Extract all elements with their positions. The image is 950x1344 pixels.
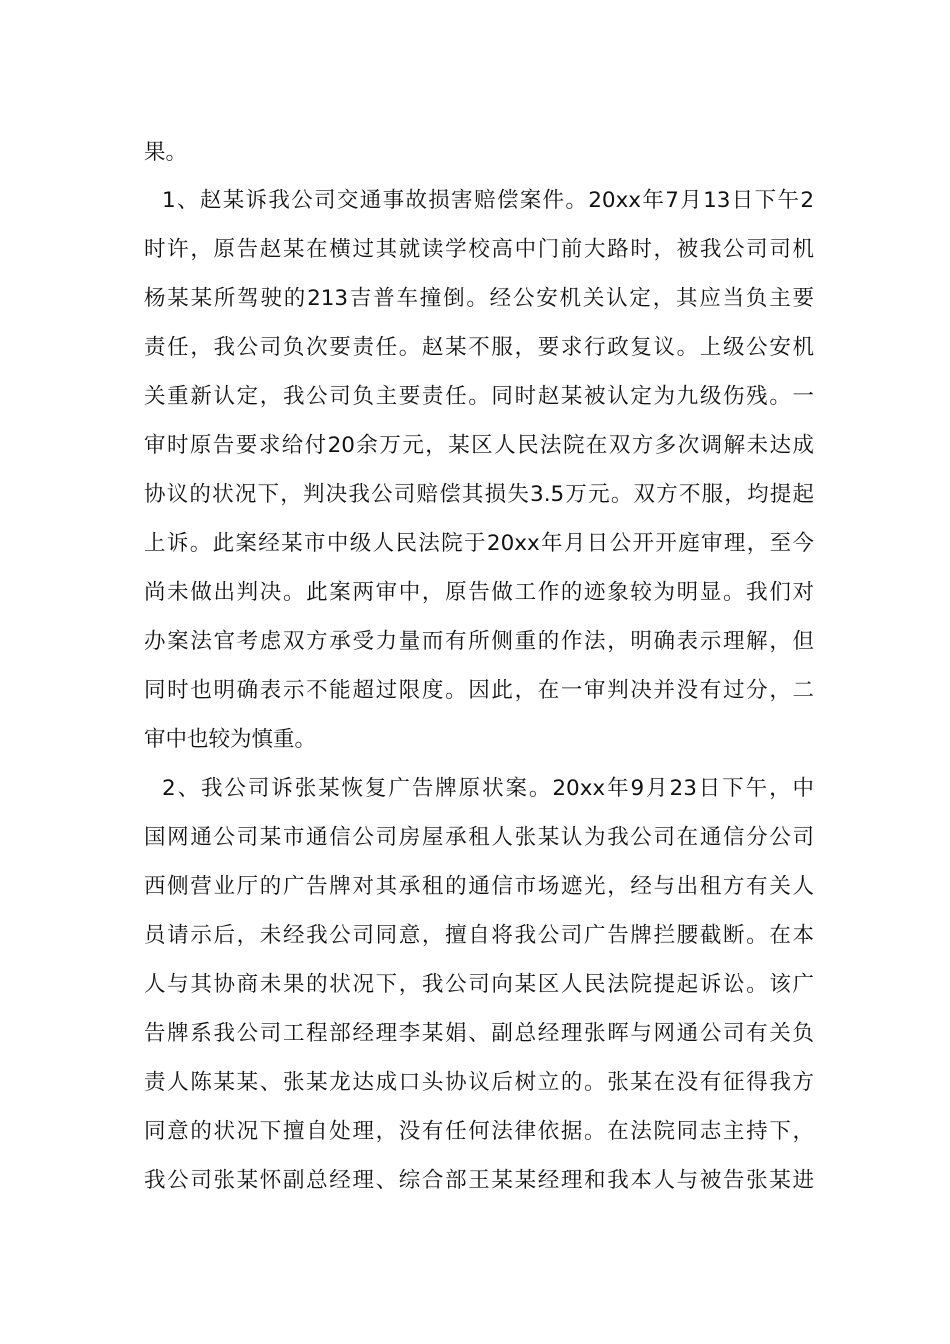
text-line: 上诉。此案经某市中级人民法院于20xx年月日公开开庭审理，至今 — [144, 531, 814, 556]
text-line: 责人陈某某、张某龙达成口头协议后树立的。张某在没有征得我方 — [144, 1070, 814, 1095]
text-line: 审时原告要求给付20余万元，某区人民法院在双方多次调解未达成 — [144, 433, 814, 458]
text-line: 审中也较为慎重。 — [144, 727, 317, 752]
text-line: 关重新认定，我公司负主要责任。同时赵某被认定为九级伤残。一 — [144, 384, 814, 409]
text-line: 人与其协商未果的状况下，我公司向某区人民法院提起诉讼。该广 — [144, 972, 814, 997]
text-line: 我公司张某怀副总经理、综合部王某某经理和我本人与被告张某进 — [144, 1168, 814, 1193]
text-line: 责任，我公司负次要责任。赵某不服，要求行政复议。上级公安机 — [144, 335, 814, 360]
text-line: 2、我公司诉张某恢复广告牌原状案。20xx年9月23日下午，中 — [162, 776, 814, 801]
text-line: 尚未做出判决。此案两审中，原告做工作的迹象较为明显。我们对 — [144, 580, 814, 605]
text-line: 告牌系我公司工程部经理李某娟、副总经理张晖与网通公司有关负 — [144, 1021, 814, 1046]
text-line: 员请示后，未经我公司同意，擅自将我公司广告牌拦腰截断。在本 — [144, 923, 814, 948]
text-line: 同时也明确表示不能超过限度。因此，在一审判决并没有过分，二 — [144, 678, 814, 703]
text-line: 1、赵某诉我公司交通事故损害赔偿案件。20xx年7月13日下午2 — [162, 188, 814, 213]
text-line: 杨某某所驾驶的213吉普车撞倒。经公安机关认定，其应当负主要 — [144, 286, 814, 311]
text-line: 果。 — [144, 140, 188, 165]
text-line: 办案法官考虑双方承受力量而有所侧重的作法，明确表示理解，但 — [144, 629, 814, 654]
text-line: 协议的状况下，判决我公司赔偿其损失3.5万元。双方不服，均提起 — [144, 482, 814, 507]
text-line: 西侧营业厅的广告牌对其承租的通信市场遮光，经与出租方有关人 — [144, 874, 814, 899]
text-line: 同意的状况下擅自处理，没有任何法律依据。在法院同志主持下， — [144, 1119, 814, 1144]
text-line: 国网通公司某市通信公司房屋承租人张某认为我公司在通信分公司 — [144, 825, 814, 850]
text-line: 时许，原告赵某在横过其就读学校高中门前大路时，被我公司司机 — [144, 237, 814, 262]
